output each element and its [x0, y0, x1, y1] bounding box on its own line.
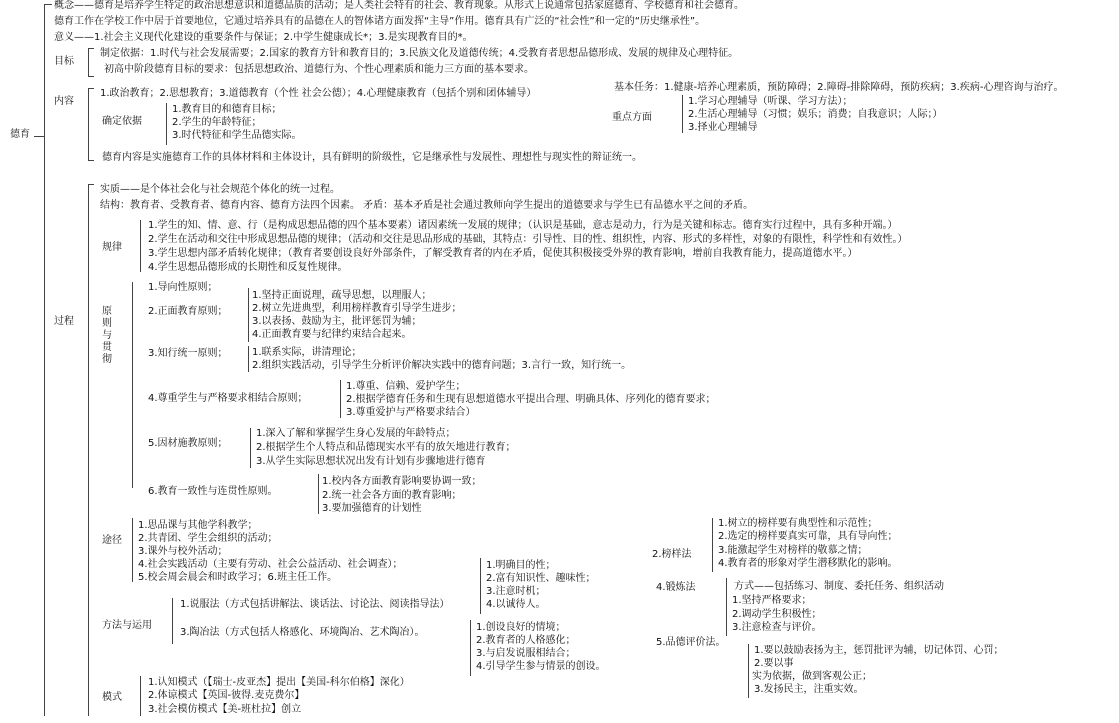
approach-item: 5.校会周会晨会和时政学习；6.班主任工作。 — [138, 572, 338, 583]
approach-item: 2.共青团、学生会组织的活动； — [138, 533, 278, 544]
law-item: 4.学生思想品德形成的长期性和反复性规律。 — [148, 262, 348, 273]
mode-item: 3.社会模仿模式【美-班杜拉】创立 — [148, 704, 302, 715]
goal-junior: 初高中阶段德育目标的要求：包括思想政治、道德行为、个性心理素质和能力三方面的基本要求。 — [104, 64, 534, 75]
method-exercise-item: 2.调动学生积极性； — [732, 609, 822, 620]
content-basis-label: 确定依据 — [102, 116, 142, 127]
principle-4-item: 1.尊重、信赖、爱护学生； — [346, 381, 466, 392]
principles-label-char: 与 — [102, 330, 112, 341]
mode-item: 1.认知模式（【瑞士-皮亚杰】提出【美国-科尔伯格】深化） — [148, 677, 410, 688]
method-persuade: 1.说服法（方式包括讲解法、谈话法、讨论法、阅读指导法） — [180, 599, 450, 610]
method-exercise-item: 1.坚持严格要求； — [732, 595, 812, 606]
root-node: 德育 — [10, 129, 30, 140]
content-key-item: 3.择业心理辅导 — [688, 122, 758, 133]
method-evaluate-item: 2.要以事 — [754, 658, 794, 669]
principle-6: 6.教育一致性与连贯性原则。 — [148, 486, 278, 497]
method-example: 2.榜样法 — [652, 549, 692, 560]
meaning-text: 意义——1.社会主义现代化建设的重要条件与保证；2.中学生健康成长*；3.是实现教育目的*。 — [54, 32, 473, 43]
methods-label: 方法与运用 — [102, 620, 152, 631]
principle-6-item: 2.统一社会各方面的教育影响； — [322, 490, 462, 501]
principle-2-item: 1.坚持正面说理，疏导思想，以理服人； — [252, 290, 432, 301]
process-structure: 结构：教育者、受教育者、德育内容、德育方法四个因素。 矛盾：基本矛盾是社会通过教师向学生提出的道德要求与学生已有品德水平之间的矛盾。 — [100, 200, 754, 211]
method-example-item: 4.教育者的形象对学生潜移默化的影响。 — [718, 558, 898, 569]
method-evaluate: 5.品德评价法。 — [656, 637, 726, 648]
method-exercise-item: 3.注意检查与评价。 — [732, 622, 822, 633]
principles-label-char: 原 — [102, 306, 112, 317]
mode-item: 2.体谅模式【英国-彼得.麦克费尔】 — [148, 690, 305, 701]
principle-4-item: 2.根据学德育任务和生现有思想道德水平提出合理、明确具体、序列化的德育要求； — [346, 394, 716, 405]
content-summary: 德育内容是实施德育工作的具体材料和主体设计，具有鲜明的阶级性，它是继承性与发展性、理想性与现实性的辩证统一。 — [102, 152, 642, 163]
law-label: 规律 — [102, 242, 122, 253]
approach-item: 1.思品课与其他学科教学； — [138, 520, 258, 531]
content-label: 内容 — [54, 96, 74, 107]
principle-5: 5.因材施教原则； — [148, 438, 228, 449]
method-persuade-item: 1.明确目的性； — [486, 560, 556, 571]
principle-4-item: 3.尊重爱护与严格要求结合） — [346, 407, 476, 418]
principle-2-item: 3.以表扬、鼓励为主，批评惩罚为辅； — [252, 316, 422, 327]
principles-label-char: 贯 — [102, 342, 112, 353]
principles-label-char: 彻 — [102, 354, 112, 365]
content-basis-item: 1.教育目的和德育目标； — [172, 104, 282, 115]
principle-2-item: 4.正面教育要与纪律约束结合起来。 — [252, 329, 412, 340]
method-cultivate-item: 2.教育者的人格感化； — [476, 635, 576, 646]
content-list: 1.政治教育；2.思想教育；3.道德教育（个性 社会公德）；4.心理健康教育（包括个别和团体辅导） — [100, 88, 537, 99]
principle-2-item: 2.树立先进典型，利用榜样教育引导学生进步； — [252, 303, 462, 314]
approach-item: 3.课外与校外活动； — [138, 546, 228, 557]
method-cultivate-item: 3.与启发说服相结合； — [476, 648, 576, 659]
method-cultivate-item: 4.引导学生参与情景的创设。 — [476, 661, 606, 672]
process-label: 过程 — [54, 316, 74, 327]
goal-label: 目标 — [54, 56, 74, 67]
method-cultivate-item: 1.创设良好的情境； — [476, 622, 566, 633]
method-persuade-item: 2.富有知识性、趣味性； — [486, 573, 596, 584]
principle-5-item: 1.深入了解和掌握学生身心发展的年龄特点； — [256, 428, 456, 439]
principle-3-item: 2.组织实践活动，引导学生分析评价解决实践中的德育问题；3.言行一致，知行统一。 — [252, 360, 632, 371]
method-exercise: 4.锻炼法 — [656, 582, 696, 593]
process-essence: 实质——是个体社会化与社会规范个体化的统一过程。 — [100, 184, 340, 195]
principles-label-char: 则 — [102, 318, 112, 329]
content-basis-item: 2.学生的年龄特征； — [172, 117, 262, 128]
status-text: 德育工作在学校工作中居于首要地位，它通过培养具有的品德在人的智体诸方面发挥“主导”作用。德育具有广泛的“社会性”和一定的“历史继承性”。 — [54, 16, 706, 27]
law-item: 2.学生在活动和交往中形成思想品德的规律；（活动和交往是思品形成的基础，其特点：引导性、目的性、组织性，内容、形式的多样性，对象的有限性，科学性和有效性。） — [148, 234, 908, 245]
method-example-item: 1.树立的榜样要有典型性和示范性； — [718, 518, 878, 529]
method-exercise-item: 方式——包括练习、制度、委托任务、组织活动 — [734, 581, 944, 592]
concept-text: 概念——德育是培养学生特定的政治思想意识和道德品质的活动；是人类社会特有的社会、教育现象。从形式上说通常包括家庭德育、学校德育和社会德育。 — [54, 0, 744, 11]
method-evaluate-item: 3.发扬民主，注重实效。 — [754, 684, 864, 695]
content-basis-item: 3.时代特征和学生品德实际。 — [172, 130, 302, 141]
principle-5-item: 2.根据学生个人特点和品德现实水平有的放矢地进行教育； — [256, 442, 516, 453]
law-item: 3.学生思想内部矛盾转化规律；（教育者要创设良好外部条件，了解受教育者的内在矛盾，促使其积极接受外界的教育影响，增前自我教育能力，提高道德水平。） — [148, 248, 858, 259]
law-item: 1.学生的知、情、意、行（是构成思想品德的四个基本要素）诸因素统一发展的规律；（认识是基础，意志是动力，行为是关键和标志。德育实行过程中，具有多种开端。） — [148, 220, 898, 231]
principle-4: 4.尊重学生与严格要求相结合原则； — [148, 393, 308, 404]
principle-3: 3.知行统一原则； — [148, 348, 228, 359]
principle-3-item: 1.联系实际，讲清理论； — [252, 347, 362, 358]
principle-5-item: 3.从学生实际思想状况出发有计划有步骤地进行德育 — [256, 456, 486, 467]
principle-2: 2.正面教育原则； — [148, 306, 228, 317]
principle-1: 1.导向性原则； — [148, 282, 218, 293]
method-example-item: 2.选定的榜样要真实可靠，具有导向性； — [718, 531, 898, 542]
modes-label: 模式 — [102, 692, 122, 703]
content-basic-task: 基本任务：1.健康-培养心理素质，预防障碍；2.障碍-排除障碍，预防疾病；3.疾病-心理咨询与治疗。 — [614, 82, 1064, 93]
method-persuade-item: 3.注意时机； — [486, 586, 546, 597]
goal-basis: 制定依据：1.时代与社会发展需要；2.国家的教育方针和教育目的；3.民族文化及道德传统；4.受教育者思想品德形成、发展的规律及心理特征。 — [100, 48, 739, 59]
method-example-item: 3.能激起学生对榜样的敬慕之情； — [718, 545, 868, 556]
method-persuade-item: 4.以诚待人。 — [486, 599, 546, 610]
content-key-item: 1.学习心理辅导（听课、学习方法）； — [688, 96, 853, 107]
principle-6-item: 3.要加强德育的计划性 — [322, 503, 422, 514]
method-evaluate-item: 1.要以鼓励表扬为主，惩罚批评为辅，切记体罚、心罚； — [754, 645, 1004, 656]
method-cultivate: 3.陶冶法（方式包括人格感化、环境陶冶、艺术陶冶）。 — [180, 627, 425, 638]
approach-label: 途径 — [102, 535, 122, 546]
content-key-item: 2.生活心理辅导（习惯；娱乐；消费；自我意识；人际；） — [688, 109, 943, 120]
principle-6-item: 1.校内各方面教育影响要协调一致； — [322, 476, 482, 487]
method-evaluate-item: 实为依据，做到客观公正； — [752, 671, 872, 682]
approach-item: 4.社会实践活动（主要有劳动、社会公益活动、社会调查）； — [138, 559, 403, 570]
content-key-label: 重点方面 — [612, 112, 652, 123]
